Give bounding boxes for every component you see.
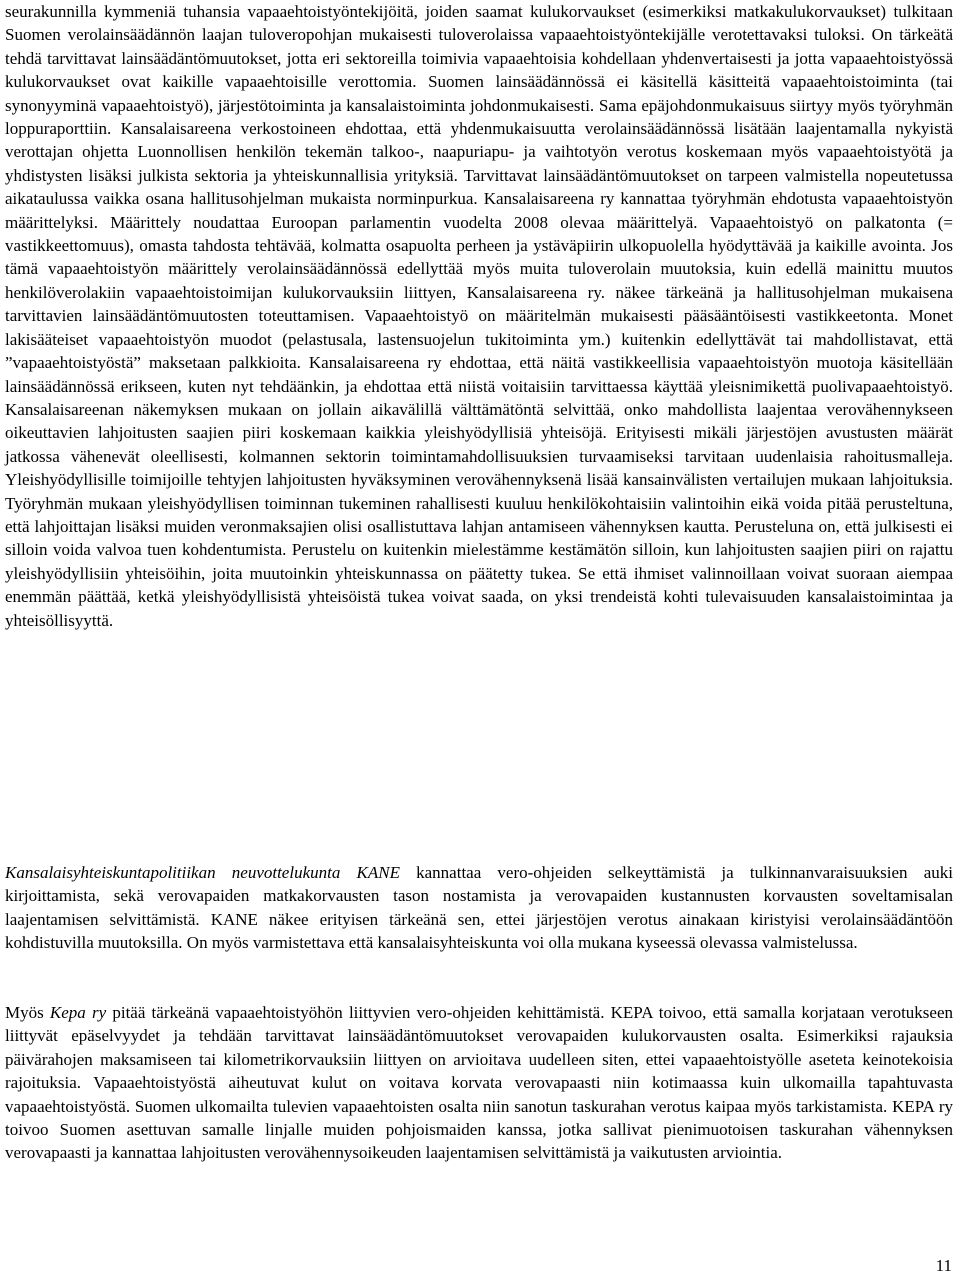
paragraph-kepa [5, 1001, 953, 1165]
kepa-paragraph-text: pitää tärkeänä vapaaehtoistyöhön liittyvien vero-ohjeiden kehittämistä. KEPA toivoo, että samalla korjataan verotukseen liittyvät epäselvyydet ja tehdään tarvittavat lainsäädäntömuutokset verovapaiden kulukorvausten osalta. Esimerkiksi rajauksia päivärahojen maksamiseen tai kilometrikorvauksiin liittyen on arvioitava uudelleen siten, ettei vapaaehtoistyölle aseteta keinotekoisia rajoituksia. Vapaaehtoistyöstä aiheutuvat kulut on voitava korvata verovapaasti niin kotimaassa kuin ulkomailla tapahtuvasta vapaaehtoistyöstä. Suomen ulkomailta tulevien vapaaehtoisten osalta niin sanotun taskurahan verotus kaipaa myös tarkistamista. KEPA ry toivoo Suomen asettuvan samalle linjalle muiden pohjoismaiden kanssa, jotka sallivat pienimuotoisen taskurahan vähennyksen verovapaasti ja kannattaa lahjoitusten verovähennysoikeuden laajentamisen selvittämistä ja vaikutusten arviointia. [5, 1003, 953, 1163]
paragraph-volunteer-tax: seurakunnilla kymmeniä tuhansia vapaaehtoistyöntekijöitä, joiden saamat kulukorvaukset (esimerkiksi matkakulukorvaukset) tulkitaan Suomen verolainsäädännön laajan tuloveropohjan mukaisesti tuloverolaissa vapaaehtoistyöntekijälle verotettavaksi tuloksi. On tärkeätä tehdä tarvittavat lainsäädäntömuutokset, jotta eri sektoreilla toimivia vapaaehtoisia kohdellaan yhdenvertaisesti ja jotta vapaaehtoistyössä kulukorvaukset ovat kaikille vapaaehtoisille verottomia. Suomen lainsäädännössä ei käsitellä käsitteitä vapaaehtoistoiminta (tai synonyyminä vapaaehtoistyö), järjestötoiminta ja kansalaistoiminta johdonmukaisesti. Sama epäjohdonmukaisuus siirtyy myös työryhmän loppuraporttiin. Kansalaisareena verkostoineen ehdottaa, että yhdenmukaisuutta verolainsäädännössä lisätään laajentamalla nykyistä verottajan ohjetta Luonnollisen henkilön tekemän talkoo-, naapuriapu- ja vaihtotyön verotus koskemaan myös vapaaehtoistyötä ja yhdistysten lisäksi julkista sektoria ja yhteiskunnallisia yrityksiä. Tarvittavat lainsäädäntömuutokset on tarpeen valmistella nopeutetussa aikataulussa vaikka osana hallitusohjelman mukaista norminpurkua. Kansalaisareena ry kannattaa työryhmän ehdotusta vapaaehtoistyön määrittelyksi. Määrittely noudattaa Euroopan parlamentin vuodelta 2008 olevaa määrittelyä. Vapaaehtoistyö on palkatonta (= vastikkeettomuus), omasta tahdosta tehtävää, kolmatta osapuolta perheen ja ystäväpiirin ulkopuolella hyödyttävää ja kaikille avointa. Jos tämä vapaaehtoistyön määrittely verolainsäädännössä edellyttää myös muita tuloverolain muutoksia, kuin edellä mainittu muutos henkilöverolakiin vapaaehtoistoimijan kulukorvauksiin liittyen, Kansalaisareena ry. näkee tärkeänä ja hallitusohjelman mukaisena tarvittavien lainsäädäntömuutosten toteuttamisen. Vapaaehtoistyö on määritelmän mukaisesti pääsääntöisesti vastikkeetonta. Monet lakisääteiset vapaaehtoistyön muodot (pelastusala, lastensuojelun tukitoiminta ym.) kuitenkin edellyttävät tai mahdollistavat, että ”vapaaehtoistyöstä” maksetaan palkkioita. Kansalaisareena ry ehdottaa, että näitä vastikkeellisia vapaaehtoistyön muotoja käsitellään lainsäädännössä erikseen, kuten nyt tehdäänkin, ja ehdottaa että niistä voitaisiin tarvittaessa käyttää yleisnimikettä puolivapaaehtoistyö. Kansalaisareenan näkemyksen mukaan on jollain aikavälillä välttämätöntä selvittää, onko mahdollista laajentaa verovähennykseen oikeuttavien lahjoitusten saajien piiri koskemaan kaikkia yleishyödyllisiä yhteisöjä. Erityisesti mikäli järjestöjen avustusten määrät jatkossa vähenevät oleellisesti, kolmannen sektorin toimintamahdollisuuksien turvaamiseksi tarvitaan uudenlaisia rahoitusmalleja. Yleishyödyllisille toimijoille tehtyjen lahjoitusten hyväksyminen verovähennyksenä lisää kansainvälisten vertailujen mukaan lahjoituksia. Työryhmän mukaan yleishyödyllisen toiminnan tukeminen rahallisesti kuuluu henkilökohtaisiin valintoihin eikä voida pitää perusteltuna, että lahjoittajan lisäksi muiden veronmaksajien olisi osallistuttava lahjan antamiseen vähennyksen kautta. Perusteluna on, että julkisesti ei silloin voida valvoa tuen kohdentumista. Perustelu on kuitenkin mielestämme kestämätön silloin, kun lahjoitusten saajien piiri on rajattu yleishyödyllisiin yhteisöihin, joita muutoinkin yhteiskunnassa on päätetty tukea. Se että ihmiset valinnoillaan voivat suoraan aiempaa enemmän päättää, ketkä yleishyödyllisistä yhteisöistä tukea voivat saada, on yksi trendeistä kohti tulevaisuuden kansalaistoimintaa ja yhteisöllisyyttä. [5, 2, 953, 630]
kepa-paragraph-start: Myös [5, 1003, 50, 1022]
paragraph-kane [5, 861, 953, 955]
kane-organization-name: Kansalaisyhteiskuntapolitiikan neuvottelukunta KANE [5, 863, 400, 882]
page-number: 11 [935, 1256, 952, 1275]
kepa-organization-name: Kepa ry [49, 1003, 107, 1022]
kane-paragraph-text: kannattaa vero-ohjeiden selkeyttämistä ja tulkinnanvaraisuuksien auki kirjoittamista, sekä verovapaiden matkakorvausten tason nostamista ja verovapaiden kustannusten korvausten soveltamisalan laajentamisen selvittämistä. KANE näkee erityisen tärkeänä sen, ettei järjestöjen verotus ainakaan kiristyisi verolainsäädäntöön kohdistuvilla muutoksilla. On myös varmistettava että kansalaisyhteiskunta voi olla mukana kyseessä olevassa valmistelussa. [5, 863, 953, 953]
